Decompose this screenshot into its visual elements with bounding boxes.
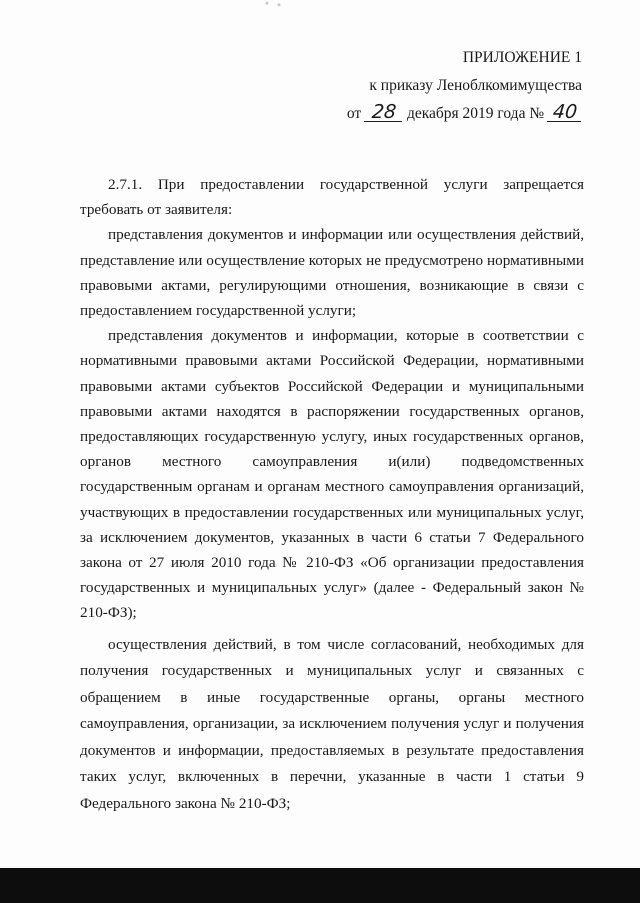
order-date-line (347, 100, 582, 128)
scan-border (0, 868, 640, 903)
date-prefix: от (346, 105, 362, 122)
paragraph-item-3: осуществления действий, в том числе согласований, необходимых для получения государственных и муниципальных услуг и связанных с обращением в иные государственные органы, органы местного самоуправления, организации, за исключением получения услуг и получения документов и информации, предоставляемых в результате предоставления таких услуг, включенных в перечни, указанные в части 1 статьи 9 Федерального закона № 210-ФЗ; (80, 635, 584, 812)
document-body (80, 172, 584, 817)
number-sign: № (529, 105, 545, 122)
date-rest: декабря 2019 года (406, 105, 526, 122)
paragraph-item-1: представления документов и информации или осуществления действий, представление или осуществление которых не предусмотрено нормативными правовыми актами, регулирующими отношения, возникающие в связи с предоставлением государственной услуги; (80, 226, 584, 320)
paragraph-item-2: представления документов и информации, которые в соответствии с нормативными правовыми актами Российской Федерации, нормативными правовыми актами субъектов Российской Федерации и муниципальными правовыми актами находятся в распоряжении государственных органов, предоставляющих государственную услугу, иных государственных органов, органов местного самоуправления и(или) подведомственных государственным органам и органам местного самоуправления организаций, участвующих в предоставлении государственных или муниципальных услуг, за исключением документов, указанных в части 6 статьи 7 Федерального закона от 27 июля 2010 года № 210-ФЗ «Об организации предоставления государственных и муниципальных услуг» (далее - Федеральный закон № 210-ФЗ); (80, 327, 584, 622)
handwritten-day: 28 (364, 103, 404, 122)
paragraph-intro: 2.7.1. При предоставлении государственной услуги запрещается требовать от заявителя: (80, 176, 584, 219)
handwritten-number: 40 (547, 103, 583, 122)
appendix-title: ПРИЛОЖЕНИЕ 1 (462, 49, 582, 66)
scan-artifact (258, 0, 288, 8)
order-reference: к приказу Леноблкомимущества (369, 77, 582, 94)
appendix-header (347, 44, 582, 128)
